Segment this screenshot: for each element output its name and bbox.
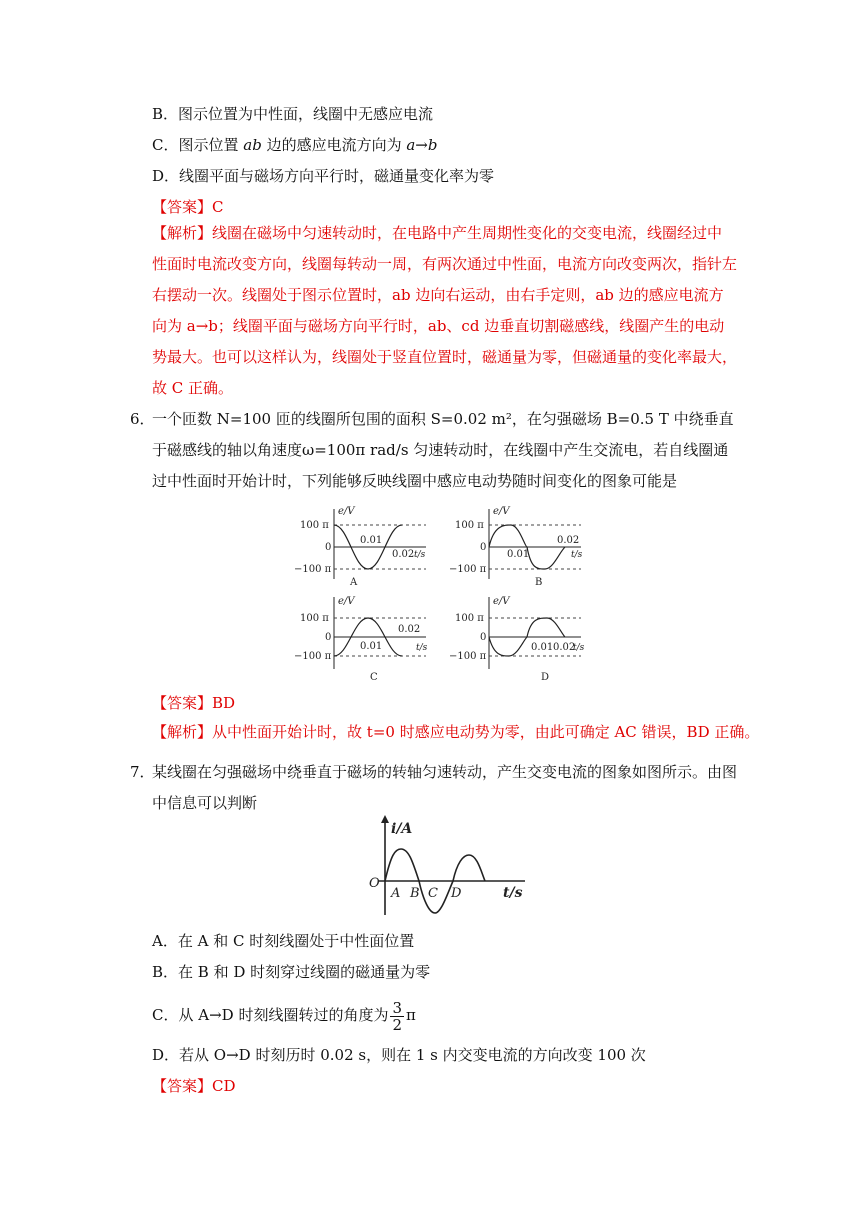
- q7-option-c-fraction: [390, 1000, 404, 1033]
- q5-answer-tag: 【答案】: [152, 198, 213, 216]
- q6-analysis-tag: 【解析】: [152, 723, 213, 741]
- graph-a: [292, 505, 432, 585]
- graph-i-t-point-c: C: [428, 886, 438, 901]
- graph-d-ymin: −100 π: [449, 651, 487, 662]
- graph-a-t2: 0.02: [392, 549, 415, 560]
- q5-analysis-tag: 【解析】: [152, 224, 213, 242]
- q7-answer-tag: 【答案】: [152, 1077, 213, 1095]
- graph-a-ylabel: e/V: [338, 506, 355, 517]
- graph-b: [447, 505, 587, 585]
- graph-i-t-point-d: D: [451, 886, 462, 901]
- graph-b-ylabel: e/V: [493, 506, 510, 517]
- graph-i-t: [333, 815, 533, 921]
- graph-c-t1: 0.01: [360, 641, 383, 652]
- graph-c-xlabel: t/s: [416, 643, 428, 653]
- q7-answer-value: CD: [212, 1077, 236, 1095]
- q7-option-c-denominator: 2: [392, 1015, 402, 1034]
- q6-analysis-text: 从中性面开始计时，故 t=0 时感应电动势为零，由此可确定 AC 错误，BD 正确。: [212, 723, 760, 741]
- q7-option-a: A．在 A 和 C 时刻线圈处于中性面位置: [152, 932, 415, 950]
- graph-b-label: B: [535, 577, 543, 585]
- graph-d-zero: 0: [480, 632, 487, 643]
- q5-option-d: D．线圈平面与磁场方向平行时，磁通量变化率为零: [152, 167, 495, 185]
- q6-analysis: [152, 722, 759, 742]
- q5-option-c-ab: ab: [243, 136, 262, 154]
- graph-a-zero: 0: [325, 542, 332, 553]
- q5-option-c-mid: 边的感应电流方向为: [261, 136, 407, 154]
- graph-d: [447, 593, 587, 683]
- q5-answer: [152, 197, 224, 217]
- graph-a-xlabel: t/s: [414, 550, 426, 560]
- graph-c-zero: 0: [325, 632, 332, 643]
- q5-option-c-dir: a→b: [406, 136, 438, 154]
- q5-analysis-text: 线圈在磁场中匀速转动时，在电路中产生周期性变化的交变电流，线圈经过中性面时电流改变方向，线圈每转动一周，有两次通过中性面，电流方向改变两次，指针左右摆动一次。线圈处于图示位置时，ab 边向右运动，由右手定则，ab 边的感应电流方向为 a→b；线圈平面与磁场方向平行时，ab、cd 边垂直切割磁感线，线圈产生的电动势最大。也可以这样认为，线圈处于竖直位置时，磁通量为零，但磁通量的变化率最大，故 C 正确。: [152, 224, 738, 397]
- graph-b-ymin: −100 π: [449, 564, 487, 575]
- q6-answer-value: BD: [212, 694, 236, 712]
- q6-number: 6．: [130, 410, 155, 428]
- q5-option-c: [152, 135, 437, 155]
- graph-i-t-point-b: B: [410, 886, 420, 901]
- graph-c-t2: 0.02: [398, 624, 421, 635]
- graph-a-t1: 0.01: [360, 535, 383, 546]
- q5-option-b: B．图示位置为中性面，线圈中无感应电流: [152, 105, 434, 123]
- q5-answer-value: C: [212, 198, 224, 216]
- q6-answer: [152, 693, 235, 713]
- q6-answer-tag: 【答案】: [152, 694, 213, 712]
- graph-i-t-point-a: A: [391, 886, 401, 901]
- graph-d-t1: 0.01: [531, 642, 554, 653]
- q7-option-c-post: π: [406, 1006, 416, 1024]
- graph-b-ymax: 100 π: [455, 520, 484, 531]
- q7-option-b: B．在 B 和 D 时刻穿过线圈的磁通量为零: [152, 963, 431, 981]
- graph-c-label: C: [370, 672, 378, 683]
- graph-c-ymin: −100 π: [294, 651, 332, 662]
- graph-d-ylabel: e/V: [493, 596, 510, 607]
- graph-c-ymax: 100 π: [300, 613, 329, 624]
- graph-b-zero: 0: [480, 542, 487, 553]
- q7-answer: [152, 1076, 236, 1096]
- graph-c-ylabel: e/V: [338, 596, 355, 607]
- q7-option-c: [152, 998, 416, 1033]
- q7-number: 7．: [130, 763, 155, 781]
- graph-a-ymin: −100 π: [294, 564, 332, 575]
- q7-option-d: D．若从 O→D 时刻历时 0.02 s，则在 1 s 内交变电流的方向改变 100 次: [152, 1046, 646, 1064]
- graph-i-t-ylabel: i/A: [391, 821, 413, 837]
- graph-d-ymax: 100 π: [455, 613, 484, 624]
- graph-b-t2: 0.02: [557, 535, 580, 546]
- q5-analysis: [152, 218, 737, 404]
- graph-a-ymax: 100 π: [300, 520, 329, 531]
- graph-i-t-xlabel: t/s: [503, 885, 523, 901]
- graph-a-label: A: [350, 577, 358, 585]
- graph-b-xlabel: t/s: [571, 550, 583, 560]
- q7-option-c-numerator: 3: [392, 998, 402, 1017]
- graph-d-label: D: [541, 672, 550, 683]
- graph-b-t1: 0.01: [507, 549, 530, 560]
- q7-stem: 某线圈在匀强磁场中绕垂直于磁场的转轴匀速转动，产生交变电流的图象如图所示。由图中信息可以判断: [152, 763, 738, 812]
- graph-d-t2: 0.02: [553, 642, 576, 653]
- q6-stem: 一个匝数 N=100 匝的线圈所包围的面积 S=0.02 m²，在匀强磁场 B=0.5 T 中绕垂直于磁感线的轴以角速度ω=100π rad/s 匀速转动时，在线圈中产生交流电，若自线圈通过中性面时开始计时，下列能够反映线圈中感应电动势随时间变化的图象可能是: [152, 410, 734, 490]
- q7-option-c-pre: C．从 A→D 时刻线圈转过的角度为: [152, 1006, 389, 1024]
- q5-option-c-pre: C．图示位置: [152, 136, 244, 154]
- graph-c: [292, 593, 432, 683]
- graph-i-t-origin: O: [369, 876, 380, 891]
- graph-d-xlabel: t/s: [573, 643, 585, 653]
